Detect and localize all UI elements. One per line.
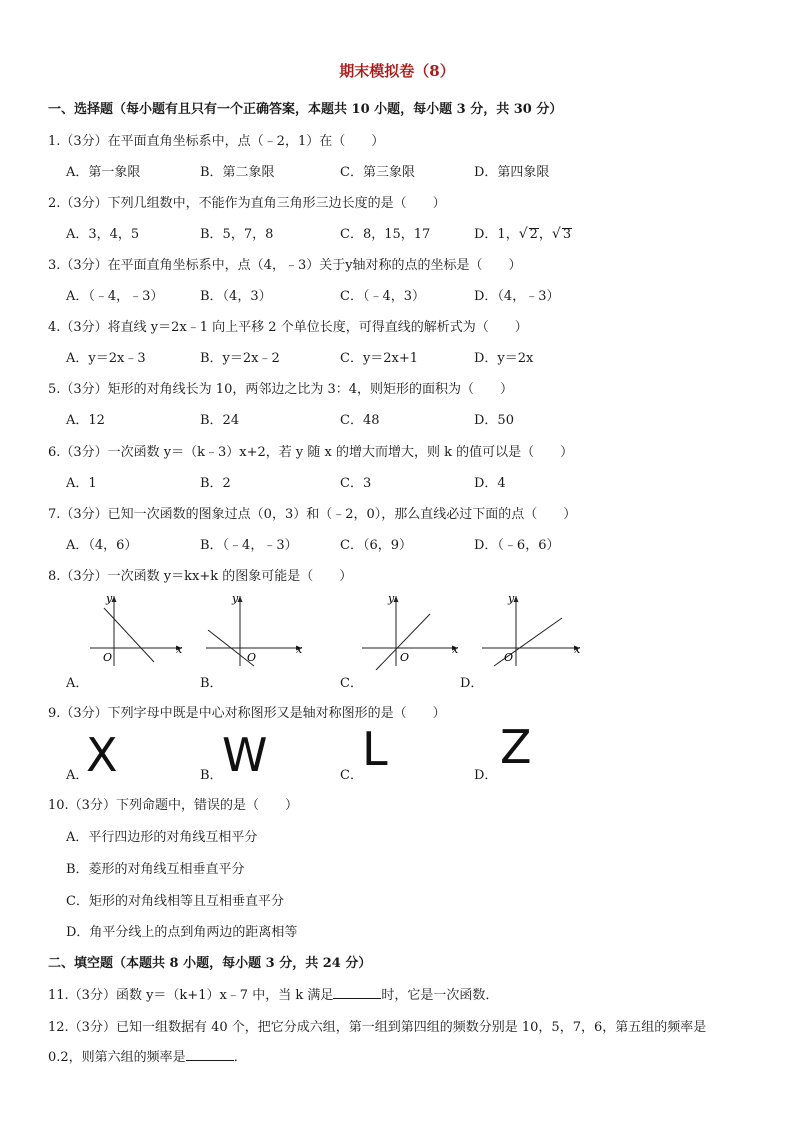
y-axis-arrow xyxy=(514,596,519,602)
option-b: B．（4，3） xyxy=(200,289,272,304)
y-label: y xyxy=(508,592,515,605)
option-d: D．y＝2x xyxy=(474,351,534,366)
q8-option-a-label: A． xyxy=(66,676,89,691)
origin-label: O xyxy=(103,651,113,664)
q9-option-d-label: D． xyxy=(474,768,498,783)
option-a: A．（4，6） xyxy=(66,538,138,553)
y-label: y xyxy=(232,592,239,605)
x-label: x xyxy=(574,643,581,656)
option-c: C．y＝2x+1 xyxy=(340,351,419,366)
origin-label: O xyxy=(247,651,257,664)
question-7-options xyxy=(66,534,786,554)
option-a: A．3，4，5 xyxy=(66,227,140,242)
q9-option-a-label: A． xyxy=(66,768,89,783)
y-axis-arrow xyxy=(238,596,243,602)
question-5: 5.（3分）矩形的对角线长为 10，两邻边之比为 3：4，则矩形的面积为（ ） xyxy=(48,382,514,397)
letter-w: W xyxy=(222,728,268,782)
question-1-options xyxy=(66,161,786,181)
option-c: C．第三象限 xyxy=(340,165,415,180)
y-axis-arrow xyxy=(112,596,117,602)
question-2-options xyxy=(66,223,786,243)
question-1: 1.（3分）在平面直角坐标系中，点（﹣2，1）在（ ） xyxy=(48,134,385,149)
option-d: D．角平分线上的点到角两边的距离相等 xyxy=(66,925,298,940)
question-8: 8.（3分）一次函数 y＝kx+k 的图象可能是（ ） xyxy=(48,569,353,584)
x-label: x xyxy=(296,643,303,656)
page-title: 期末模拟卷（8） xyxy=(339,62,455,80)
option-d: D．（﹣6，6） xyxy=(474,538,560,553)
option-a: A．（﹣4，﹣3） xyxy=(66,289,164,304)
sqrt-symbol: √ xyxy=(518,226,528,242)
x-label: x xyxy=(176,643,183,656)
letter-l: L xyxy=(362,722,388,776)
graph-a xyxy=(82,590,192,670)
question-2: 2.（3分）下列几组数中，不能作为直角三角形三边长度的是（ ） xyxy=(48,196,446,211)
y-axis-arrow xyxy=(394,596,399,602)
question-3: 3.（3分）在平面直角坐标系中，点（4，﹣3）关于y轴对称的点的坐标是（ ） xyxy=(48,258,522,273)
option-d: D．50 xyxy=(474,413,514,428)
graph-b xyxy=(202,590,312,670)
option-b: B．y＝2x﹣2 xyxy=(200,351,280,366)
option-c: C．3 xyxy=(340,476,372,491)
question-5-options xyxy=(66,409,786,429)
y-label: y xyxy=(388,592,395,605)
option-c: C．8，15，17 xyxy=(340,227,431,242)
letter-x: X xyxy=(86,728,118,782)
graph-c xyxy=(358,590,468,670)
section-heading-choice: 一、选择题（每小题有且只有一个正确答案，本题共 10 小题，每小题 3 分，共 30 分） xyxy=(48,102,563,117)
option-d: D．4 xyxy=(474,476,506,491)
option-c: C．（6，9） xyxy=(340,538,412,553)
q8-option-b-label: B． xyxy=(200,676,223,691)
answer-blank[interactable] xyxy=(186,1049,234,1061)
q8-option-d-label: D． xyxy=(460,676,484,691)
option-a: A．平行四边形的对角线互相平分 xyxy=(66,830,258,845)
origin-label: O xyxy=(504,651,514,664)
option-d: D．（4，﹣3） xyxy=(474,289,560,304)
radicand: 3 xyxy=(562,227,572,242)
option-c: C．48 xyxy=(340,413,380,428)
radicand: 2 xyxy=(529,227,538,242)
question-12-line1: 12.（3分）已知一组数据有 40 个，把它分成六组，第一组到第四组的频数分别是 10，5，7，6，第五组的频率是 xyxy=(48,1020,707,1035)
question-10: 10.（3分）下列命题中，错误的是（ ） xyxy=(48,798,298,813)
option-b: B．5，7，8 xyxy=(200,227,274,242)
q9-option-c-label: C． xyxy=(340,768,363,783)
y-label: y xyxy=(106,592,113,605)
section-heading-fill: 二、填空题（本题共 8 小题，每小题 3 分，共 24 分） xyxy=(48,956,372,971)
question-11: 11.（3分）函数 y＝（k+1）x﹣7 中，当 k 满足 时，它是一次函数． xyxy=(48,988,499,1003)
question-9: 9.（3分）下列字母中既是中心对称图形又是轴对称图形的是（ ） xyxy=(48,706,446,721)
sqrt-symbol: √ xyxy=(551,226,561,242)
option-b: B．（﹣4，﹣3） xyxy=(200,538,298,553)
option-c: C．（﹣4，3） xyxy=(340,289,425,304)
option-c: C．矩形的对角线相等且互相垂直平分 xyxy=(66,894,284,909)
question-7: 7.（3分）已知一次函数的图象过点（0，3）和（﹣2，0），那么直线必过下面的点（ ） xyxy=(48,507,577,522)
option-b: B．菱形的对角线互相垂直平分 xyxy=(66,862,245,877)
option-a: A．第一象限 xyxy=(66,165,141,180)
question-6: 6.（3分）一次函数 y＝（k﹣3）x+2，若 y 随 x 的增大而增大，则 k 的值可以是（ ） xyxy=(48,445,574,460)
question-6-options xyxy=(66,472,786,492)
option-b: B．24 xyxy=(200,413,240,428)
q8-option-c-label: C． xyxy=(340,676,363,691)
option-a: A．1 xyxy=(66,476,97,491)
option-d: D．第四象限 xyxy=(474,165,550,180)
option-d: D．1，√ 2，√ 3 xyxy=(474,226,572,242)
option-a: A．y＝2x﹣3 xyxy=(66,351,146,366)
question-3-options xyxy=(66,285,786,305)
option-b: B．第二象限 xyxy=(200,165,275,180)
x-label: x xyxy=(452,643,459,656)
question-12-line2: 0.2，则第六组的频率是 ． xyxy=(48,1050,247,1065)
option-a: A．12 xyxy=(66,413,105,428)
letter-z: Z xyxy=(500,720,532,774)
option-b: B．2 xyxy=(200,476,231,491)
question-4: 4.（3分）将直线 y＝2x﹣1 向上平移 2 个单位长度，可得直线的解析式为（ ） xyxy=(48,320,528,335)
question-4-options xyxy=(66,347,786,367)
q9-option-b-label: B． xyxy=(200,768,223,783)
graph-d xyxy=(478,590,588,670)
answer-blank[interactable] xyxy=(333,987,381,999)
origin-label: O xyxy=(400,651,410,664)
